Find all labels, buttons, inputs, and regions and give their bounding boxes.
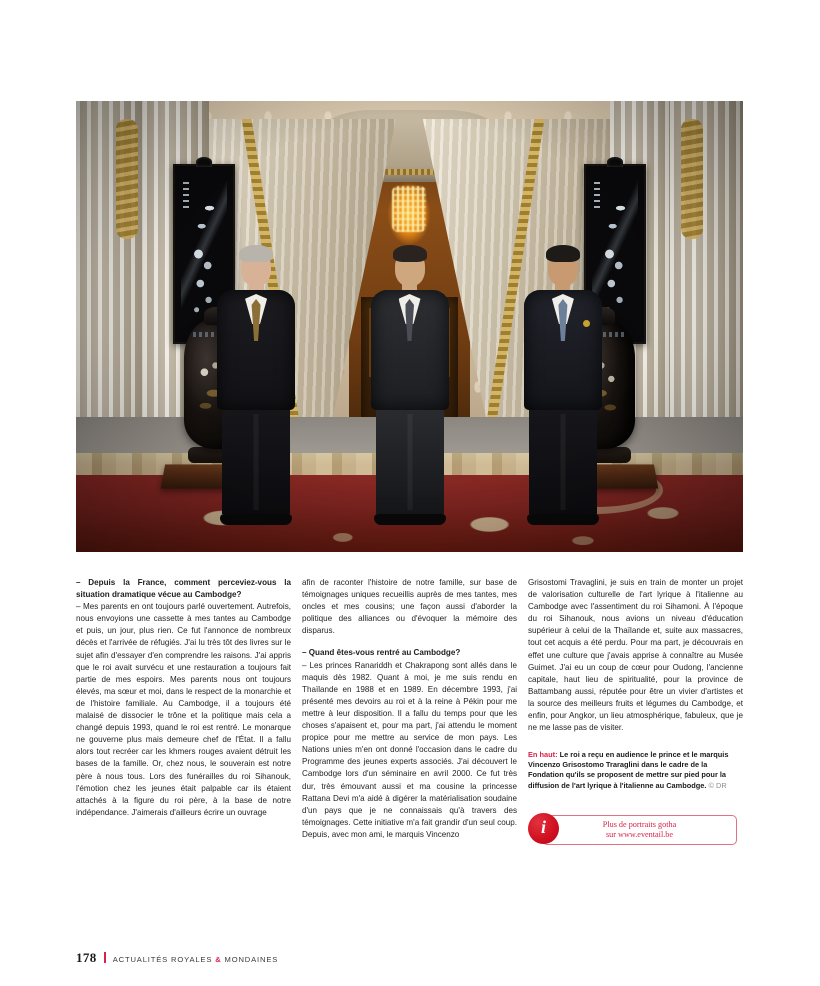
footer-separator bbox=[104, 952, 106, 963]
person-necktie bbox=[252, 299, 261, 341]
person-head bbox=[548, 249, 578, 286]
footer-section-title bbox=[113, 955, 278, 964]
curtain-tieback-left bbox=[116, 119, 138, 239]
footer-title-part-1: ACTUALITÉS ROYALES bbox=[112, 955, 216, 964]
person-trousers bbox=[222, 410, 290, 514]
person-head bbox=[395, 249, 425, 286]
lapel-pin-icon bbox=[583, 320, 590, 327]
person-right bbox=[524, 249, 602, 525]
person-head bbox=[241, 249, 271, 286]
photo-caption bbox=[528, 750, 743, 790]
curtain-tieback-right bbox=[681, 119, 703, 239]
text-column-3 bbox=[528, 577, 743, 845]
promo-badge-box[interactable] bbox=[542, 815, 737, 845]
panel-crest bbox=[607, 157, 623, 167]
interview-answer: – Les princes Ranariddh et Chakrapong sont allés dans le maquis dès 1982. Quant à moi, je me suis rendu en Thaïlande en 1988 et en 1989. En décembre 1993, j'ai présenté mes devoirs au roi et à la reine à Pékin pour me mettre à leur disposition. Il a fallu du temps pour que les choses s'apaisent et, pour ma part, j'ai attendu le moment propice pour me mettre au service de mon pays. Les Nations unies m'en ont donné l'occasion dans le cadre du Programme des jeunes experts associés. J'ai découvert le Cambodge lors d'un séminaire en avril 2000. Ce fut très dur, très émouvant aussi et ma cousine la princesse Rattana Devi m'a aidé à digérer la matérialisation soudaine d'un pays que je ne connaissais qu'à travers des témoignages. Cette initiative m'a fait grandir d'un seul coup. Depuis, avec mon ami, le marquis Vincenzo bbox=[302, 660, 517, 839]
person-center-king bbox=[371, 249, 449, 525]
interview-answer-continued: afin de raconter l'histoire de notre famille, sur base de témoignages uniques recueillis auprès de mes tantes, mes oncles et mes cousins; une façon aussi d'aborder la politique des alliances ou d'évoquer la mémoire des disparus. bbox=[302, 578, 517, 636]
person-suit-jacket bbox=[217, 290, 295, 410]
promo-badge-line-1: Plus de portraits gotha bbox=[602, 819, 677, 829]
person-suit-jacket bbox=[371, 290, 449, 410]
panel-calligraphy bbox=[183, 182, 189, 212]
person-left bbox=[217, 249, 295, 525]
person-trousers bbox=[376, 410, 444, 514]
caption-body: Le roi a reçu en audience le prince et le marquis Vincenzo Grisostomo Traraglini dans le cadre de la Fondation qu'ils se proposent de mettre sur pied pour la diffusion de l'art lyrique à l'italienne au Cambodge. bbox=[528, 750, 729, 790]
article-body bbox=[76, 577, 743, 845]
page-footer bbox=[76, 950, 278, 966]
footer-ampersand: & bbox=[215, 955, 222, 964]
panel-calligraphy bbox=[594, 182, 600, 212]
person-hair bbox=[239, 245, 273, 262]
person-shoes bbox=[527, 514, 599, 525]
person-shoes bbox=[220, 514, 292, 525]
person-hair bbox=[393, 245, 427, 262]
interview-question: – Quand êtes-vous rentré au Cambodge? bbox=[302, 648, 461, 658]
text-column-2 bbox=[302, 577, 517, 845]
info-icon-glyph: i bbox=[540, 817, 546, 838]
info-icon bbox=[528, 813, 559, 844]
photo-scene bbox=[76, 101, 743, 552]
person-necktie bbox=[558, 299, 567, 341]
caption-credit: © DR bbox=[708, 780, 727, 790]
person-necktie bbox=[405, 299, 414, 341]
article-photograph bbox=[76, 101, 743, 552]
text-column-1 bbox=[76, 577, 291, 845]
person-hair bbox=[546, 245, 580, 262]
person-suit-jacket bbox=[524, 290, 602, 410]
interview-answer: – Mes parents en ont toujours parlé ouvertement. Autrefois, nous envoyions une cassette à mes tantes au Cambodge et puis, un jour, plus rien. Ce fut l'annonce de nombreux décès et l'arrivée de réfugiés. J'ai lu très tôt des livres sur le sujet afin d'essayer d'en comprendre les raisons. J'ai appris que le roi avait survécu et une restauration a toujours fait partie de mes espoirs. Mes parents nous ont toujours élevés, ma sœur et moi, dans le respect de la monarchie et de l'histoire familiale. Au Cambodge, il a toujours été malaisé de dissocier le trône et la politique mais cela a changé depuis 1993, quand le roi est rentré. Le monarque ne gouverne plus mais demeure chef de l'État. Il a fallu alors tout recréer car les khmers rouges avaient détruit les bases de la famille. Or, chez nous, le souverain est notre père à nous tous. Lors des funérailles du roi Sihanouk, l'émotion chez les jeunes était palpable car ils étaient attachés à la figure du roi père, à la base de notre indépendance. J'aimerais d'ailleurs écrire un ouvrage bbox=[76, 602, 291, 817]
interview-answer-continued: Grisostomi Travaglini, je suis en train de monter un projet de valorisation culturelle de l'art lyrique à l'italienne au Cambodge avec l'assentiment du roi Sihamoni. À l'époque du roi Sihanouk, nous avions un niveau d'éducation supérieur à celui de la Thaïlande et, suite aux massacres, tout cet acquis a été perdu. Pour ma part, je découvrais en effet une culture que j'avais apprise à connaître au Musée Guimet. J'ai eu un coup de cœur pour Oudong, l'ancienne capitale, haut lieu de spiritualité, pour la province de Battambang aussi, réputée pour être un vivier d'artistes et la source des meilleurs fruits et légumes du Cambodge, et enfin, pour Angkor, un lieu atmosphérique, fabuleux, que je ne me lasse pas de visiter. bbox=[528, 578, 743, 733]
footer-title-part-2: MONDAINES bbox=[221, 955, 279, 964]
caption-lead-in: En haut: bbox=[528, 750, 558, 760]
panel-crest bbox=[196, 157, 212, 167]
interview-question: – Depuis la France, comment perceviez-vous la situation dramatique vécue au Cambodge? bbox=[76, 578, 291, 600]
person-shoes bbox=[374, 514, 446, 525]
promo-badge-line-2: sur www.eventail.be bbox=[606, 830, 673, 840]
person-trousers bbox=[529, 410, 597, 514]
page-number: 178 bbox=[76, 950, 97, 965]
promo-badge[interactable] bbox=[528, 813, 743, 845]
